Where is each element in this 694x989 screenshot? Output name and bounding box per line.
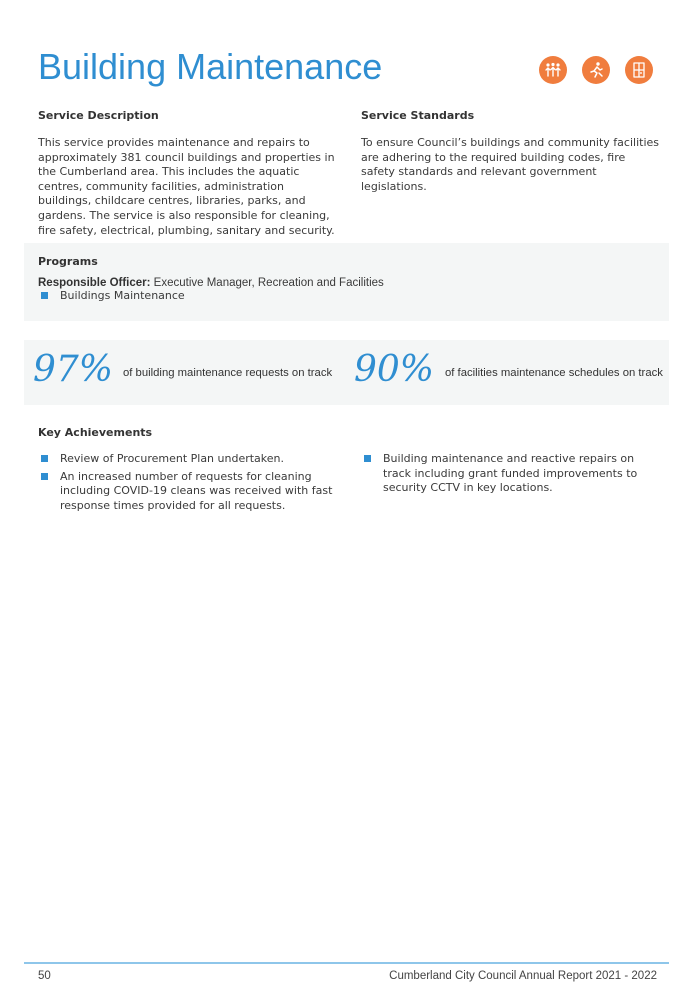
bullet-square-icon: [41, 292, 48, 299]
programs-heading: Programs: [38, 255, 98, 268]
service-description: [38, 109, 338, 238]
stat-value: 90%: [354, 349, 435, 390]
responsible-officer: [38, 277, 658, 289]
header-icons: [539, 56, 653, 84]
service-standards: [361, 109, 661, 194]
page-title: Building Maintenance: [38, 46, 383, 87]
list-item: [38, 452, 338, 467]
page-number: 50: [38, 970, 51, 982]
bullet-square-icon: [41, 455, 48, 462]
service-description-text: This service provides maintenance and repairs to approximately 381 council buildings and properties in the Cumberland area. This includes the aquatic centres, community facilities, administration buildings, childcare centres, libraries, parks, and gardens. The service is also responsible for cleaning, fire safety, electrical, plumbing, sanitary and security.: [38, 136, 335, 237]
achievements-list-right: [361, 452, 661, 499]
stats-panel: [24, 340, 669, 405]
programs-list: [38, 289, 658, 304]
list-item: [361, 452, 661, 496]
building-door-icon: [625, 56, 653, 84]
report-title: Cumberland City Council Annual Report 2021 - 2022: [389, 970, 657, 982]
list-item: [38, 289, 658, 304]
bullet-square-icon: [41, 473, 48, 480]
programs-panel: [24, 243, 669, 321]
list-item-text: Review of Procurement Plan undertaken.: [60, 452, 285, 465]
footer-divider: [24, 962, 669, 964]
stat-label: of building maintenance requests on track: [123, 367, 333, 379]
service-description-heading: Service Description: [38, 109, 159, 122]
person-activity-icon: [582, 56, 610, 84]
stat-value: 97%: [33, 349, 114, 390]
key-achievements-heading: Key Achievements: [38, 426, 153, 439]
service-standards-text: To ensure Council’s buildings and community facilities are adhering to the required building codes, fire safety standards and relevant government legislations.: [361, 136, 660, 193]
list-item-text: An increased number of requests for cleaning including COVID-19 cleans was received with fast response times provided for all requests.: [60, 469, 333, 512]
list-item-text: Building maintenance and reactive repairs on track including grant funded improvements to security CCTV in key locations.: [383, 452, 638, 495]
list-item-text: Buildings Maintenance: [60, 289, 185, 302]
responsible-officer-label: Responsible Officer:: [38, 277, 151, 289]
responsible-officer-value: Executive Manager, Recreation and Facilities: [153, 277, 384, 289]
people-group-icon: [539, 56, 567, 84]
list-item: [38, 470, 338, 514]
service-standards-heading: Service Standards: [361, 109, 475, 122]
bullet-square-icon: [364, 455, 371, 462]
achievements-list-left: [38, 452, 338, 516]
stat-label: of facilities maintenance schedules on track: [445, 367, 663, 379]
